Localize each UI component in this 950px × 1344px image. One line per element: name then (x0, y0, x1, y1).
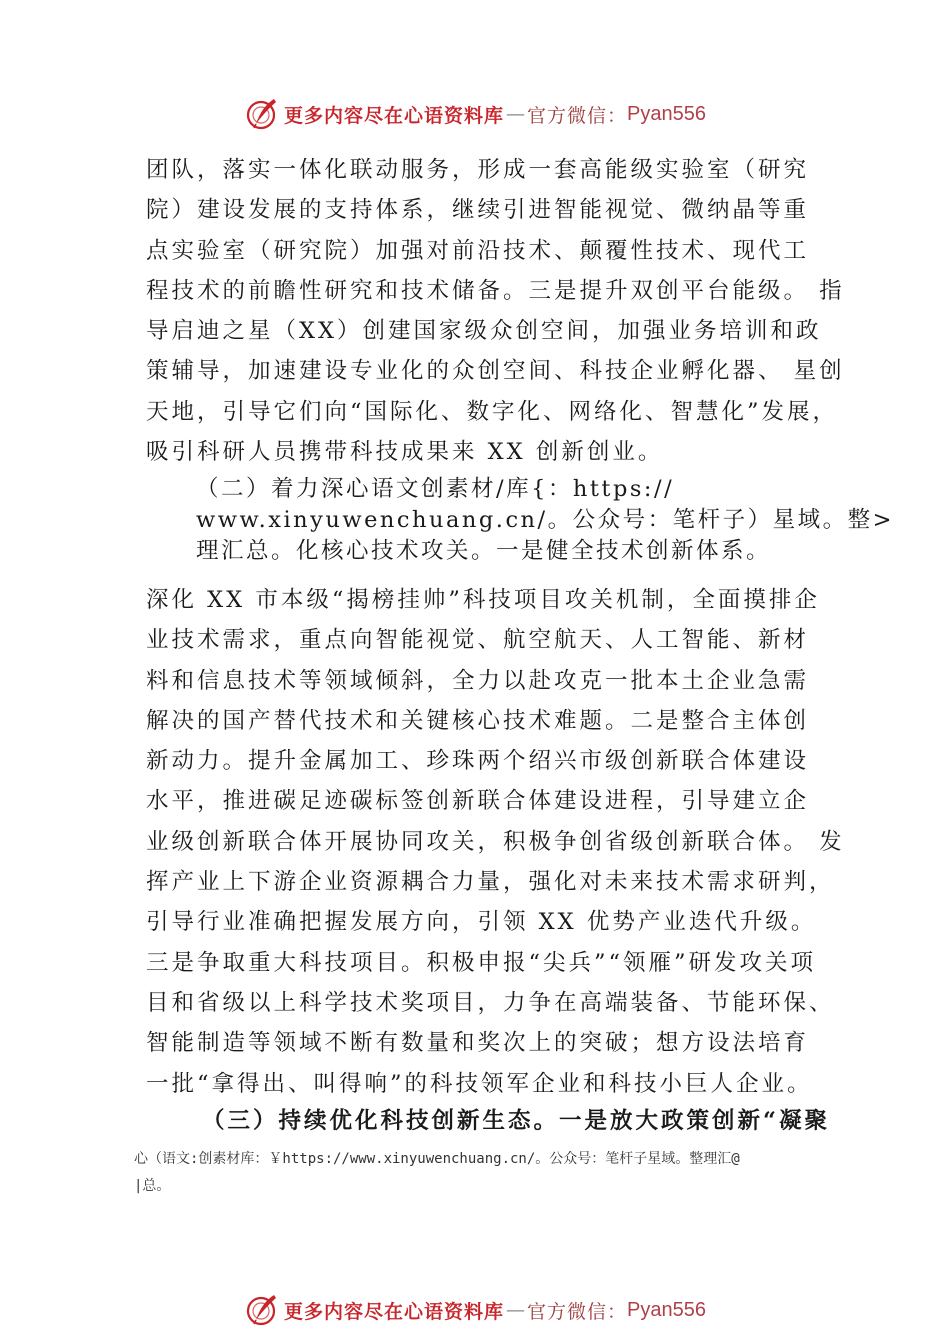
text-line: 目和省级以上科学技术奖项目，力争在高端装备、节能环保、 (146, 989, 835, 1016)
text-line: 吸引科研人员携带科技成果来 XX 创新创业。 (146, 439, 664, 466)
text-line: 点实验室（研究院）加强对前沿技术、颠覆性技术、现代工 (146, 237, 810, 264)
note-line: |总。 (134, 1178, 171, 1194)
banner-wechat-handle: Pyan556 (627, 102, 706, 125)
section-heading-3 (146, 1101, 830, 1141)
quill-seal-logo-icon (244, 96, 280, 132)
banner-wechat-label: 官方微信： (527, 104, 628, 127)
text-line: 解决的国产替代技术和关键核心技术难题。二是整合主体创 (146, 707, 810, 734)
text-line: 一批“拿得出、叫得响”的科技领军企业和科技小巨人企业。 (146, 1070, 813, 1097)
banner-wechat-handle: Pyan556 (627, 1298, 706, 1321)
text-line: 料和信息技术等领域倾斜，全力以赴攻克一批本土企业急需 (146, 667, 810, 694)
text-line: 团队，落实一体化联动服务，形成一套高能级实验室（研究 (146, 157, 810, 183)
banner-dash: — (506, 103, 526, 125)
banner-title: 更多内容尽在心语资料库 (284, 1300, 505, 1323)
text-line: 三是争取重大科技项目。积极申报“尖兵”“领雁”研发攻关项 (146, 949, 817, 976)
text-line: 智能制造等领域不断有数量和奖次上的突破；想方设法培育 (146, 1030, 810, 1057)
paragraph-1 (146, 150, 845, 472)
text-line: www.xinyuwenchuang.cn/。公众号：笔杆子）星域。整> (196, 507, 894, 533)
text-line: 深化 XX 市本级“揭榜挂帅”科技项目攻关机制，全面摸排企 (146, 587, 820, 613)
text-line: 挥产业上下游企业资源耦合力量，强化对未来技术需求研判， (146, 869, 835, 896)
note-line: 心（语文:创素材库：￥https://www.xinyuwenchuang.cn/。公众号：笔杆子星域。整理汇@ (134, 1151, 740, 1167)
quill-seal-logo-icon (244, 1292, 280, 1328)
text-line: 新动力。提升金属加工、珍珠两个绍兴市级创新联合体建设 (146, 748, 810, 775)
section-heading-2 (196, 474, 894, 567)
text-line: 业技术需求，重点向智能视觉、航空航天、人工智能、新材 (146, 627, 810, 654)
watermark-note (134, 1146, 854, 1200)
text-line: 院）建设发展的支持体系，继续引进智能视觉、微纳晶等重 (146, 197, 810, 224)
footer-banner (0, 1288, 950, 1332)
text-line: 引导行业准确把握发展方向，引领 XX 优势产业迭代升级。 (146, 909, 817, 936)
text-line: 策辅导，加速建设专业化的众创空间、科技企业孵化器、 星创 (146, 358, 845, 385)
text-line: 理汇总。化核心技术攻关。一是健全技术创新体系。 (196, 538, 772, 564)
text-line: （二）着力深心语文创素材/库{：https:// (196, 476, 675, 502)
paragraph-3 (146, 580, 845, 1104)
text-line: 导启迪之星（XX）创建国家级众创空间，加强业务培训和政 (146, 318, 822, 345)
banner-dash: — (506, 1299, 526, 1321)
header-banner (0, 92, 950, 136)
text-line: 天地，引导它们向“国际化、数字化、网络化、智慧化”发展， (146, 398, 839, 425)
text-line: 业级创新联合体开展协同攻关，积极争创省级创新联合体。 发 (146, 828, 845, 855)
banner-wechat-label: 官方微信： (527, 1300, 628, 1323)
text-line: （三）持续优化科技创新生态。一是放大政策创新“凝聚 (202, 1108, 830, 1134)
text-line: 水平，推进碳足迹碳标签创新联合体建设进程，引导建立企 (146, 788, 810, 815)
text-line: 程技术的前瞻性研究和技术储备。三是提升双创平台能级。 指 (146, 277, 845, 304)
banner-title: 更多内容尽在心语资料库 (284, 104, 505, 127)
